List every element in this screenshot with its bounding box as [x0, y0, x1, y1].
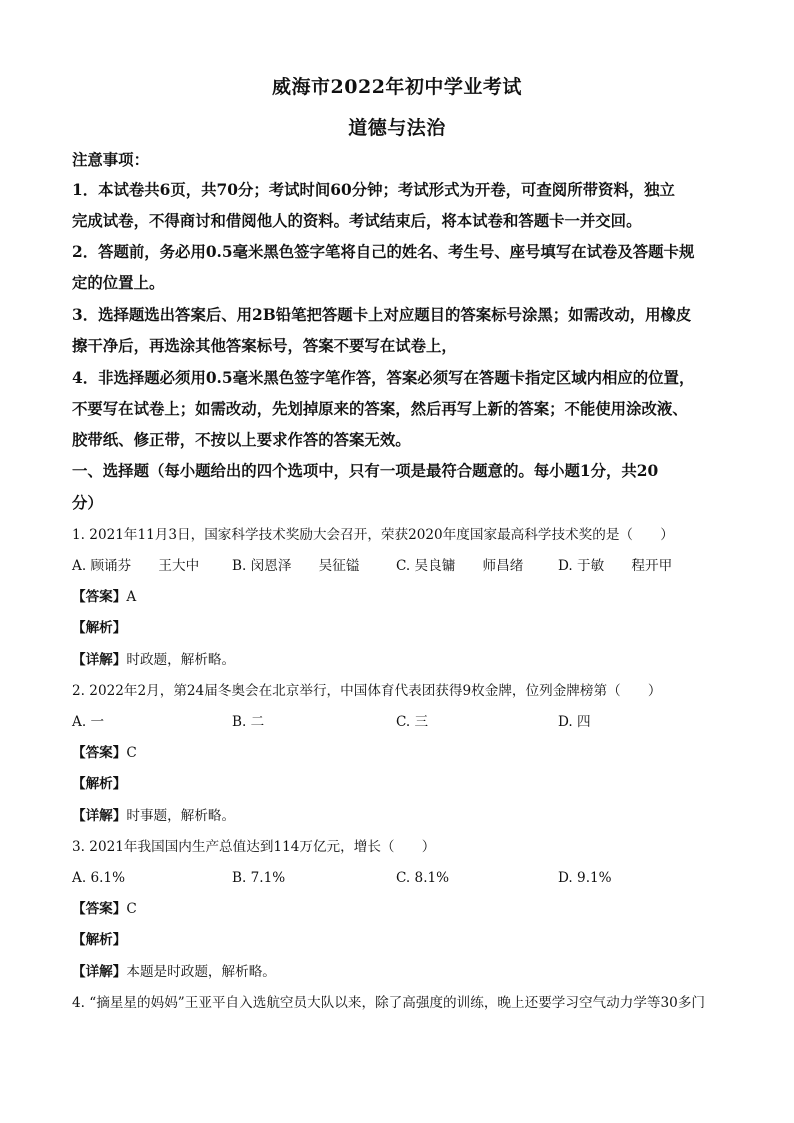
- answer-value: C: [126, 901, 137, 917]
- option-b: B. 7.1%: [232, 870, 286, 886]
- analysis-row: [72, 774, 126, 794]
- notice-line: 1．本试卷共6页，共70分；考试时间60分钟；考试形式为开卷，可查阅所带资料，独立: [72, 181, 675, 199]
- answer-row: [72, 587, 136, 607]
- section-heading: 一、选择题（每小题给出的四个选项中，只有一项是最符合题意的。每小题1分，共20: [72, 462, 659, 480]
- option-c: C. 吴良镛 师昌绪: [396, 558, 524, 574]
- question-stem: 1. 2021年11月3日，国家科学技术奖励大会召开，荣获2020年度国家最高科学技术奖的是（ ）: [72, 527, 674, 543]
- question-stem: 3. 2021年我国国内生产总值达到114万亿元，增长（ ）: [72, 839, 436, 855]
- option-c: C. 三: [396, 714, 429, 730]
- detail-label: 【详解】: [72, 652, 127, 668]
- option-a: A. 一: [72, 714, 105, 730]
- answer-row: [72, 743, 137, 763]
- detail-row: [72, 806, 235, 826]
- analysis-row: [72, 618, 126, 638]
- question-stem: 4. “摘星星的妈妈”王亚平自入选航空员大队以来，除了高强度的训练，晚上还要学习空气动力学等30多门: [72, 995, 706, 1011]
- detail-text: 时事题，解析略。: [126, 808, 236, 824]
- analysis-label: 【解析】: [72, 932, 127, 948]
- answer-row: [72, 899, 137, 919]
- answer-value: A: [126, 589, 137, 605]
- section-heading-cont: 分）: [72, 494, 103, 512]
- notice-line: 2．答题前，务必用0.5毫米黑色签字笔将自己的姓名、考生号、座号填写在试卷及答题卡规: [72, 243, 695, 261]
- notice-line: 不要写在试卷上；如需改动，先划掉原来的答案，然后再写上新的答案；不能使用涂改液、: [72, 400, 688, 418]
- answer-label: 【答案】: [72, 589, 127, 605]
- option-a: A. 6.1%: [72, 870, 125, 886]
- exam-title: 威海市2022年初中学业考试: [272, 76, 522, 98]
- detail-row: [72, 962, 276, 982]
- detail-label: 【详解】: [72, 808, 127, 824]
- notice-line: 胶带纸、修正带，不按以上要求作答的答案无效。: [72, 431, 411, 449]
- notice-line: 3．选择题选出答案后、用2B铅笔把答题卡上对应题目的答案标号涂黑；如需改动，用橡皮: [72, 306, 692, 324]
- option-d: D. 于敏 程开甲: [558, 558, 673, 574]
- detail-text: 时政题，解析略。: [126, 652, 236, 668]
- exam-subject: 道德与法治: [348, 117, 446, 139]
- option-a: A. 顾诵芬 王大中: [72, 558, 200, 574]
- notice-heading: 注意事项：: [72, 151, 149, 169]
- option-b: B. 闵恩泽 吴征镒: [232, 558, 360, 574]
- notice-line: 擦干净后，再选涂其他答案标号，答案不要写在试卷上，: [72, 337, 457, 355]
- answer-label: 【答案】: [72, 901, 127, 917]
- analysis-label: 【解析】: [72, 776, 127, 792]
- notice-line: 完成试卷，不得商讨和借阅他人的资料。考试结束后，将本试卷和答题卡一并交回。: [72, 212, 642, 230]
- option-d: D. 9.1%: [558, 870, 612, 886]
- notice-line: 4．非选择题必须用0.5毫米黑色签字笔作答，答案必须写在答题卡指定区域内相应的位置，: [72, 369, 695, 387]
- option-d: D. 四: [558, 714, 591, 730]
- detail-text: 本题是时政题，解析略。: [126, 964, 276, 980]
- analysis-row: [72, 930, 126, 950]
- option-b: B. 二: [232, 714, 265, 730]
- detail-row: [72, 650, 235, 670]
- question-stem: 2. 2022年2月，第24届冬奥会在北京举行，中国体育代表团获得9枚金牌，位列金牌榜第（ ）: [72, 683, 662, 699]
- answer-value: C: [126, 745, 137, 761]
- option-c: C. 8.1%: [396, 870, 450, 886]
- analysis-label: 【解析】: [72, 620, 127, 636]
- notice-line: 定的位置上。: [72, 274, 165, 292]
- detail-label: 【详解】: [72, 964, 127, 980]
- answer-label: 【答案】: [72, 745, 127, 761]
